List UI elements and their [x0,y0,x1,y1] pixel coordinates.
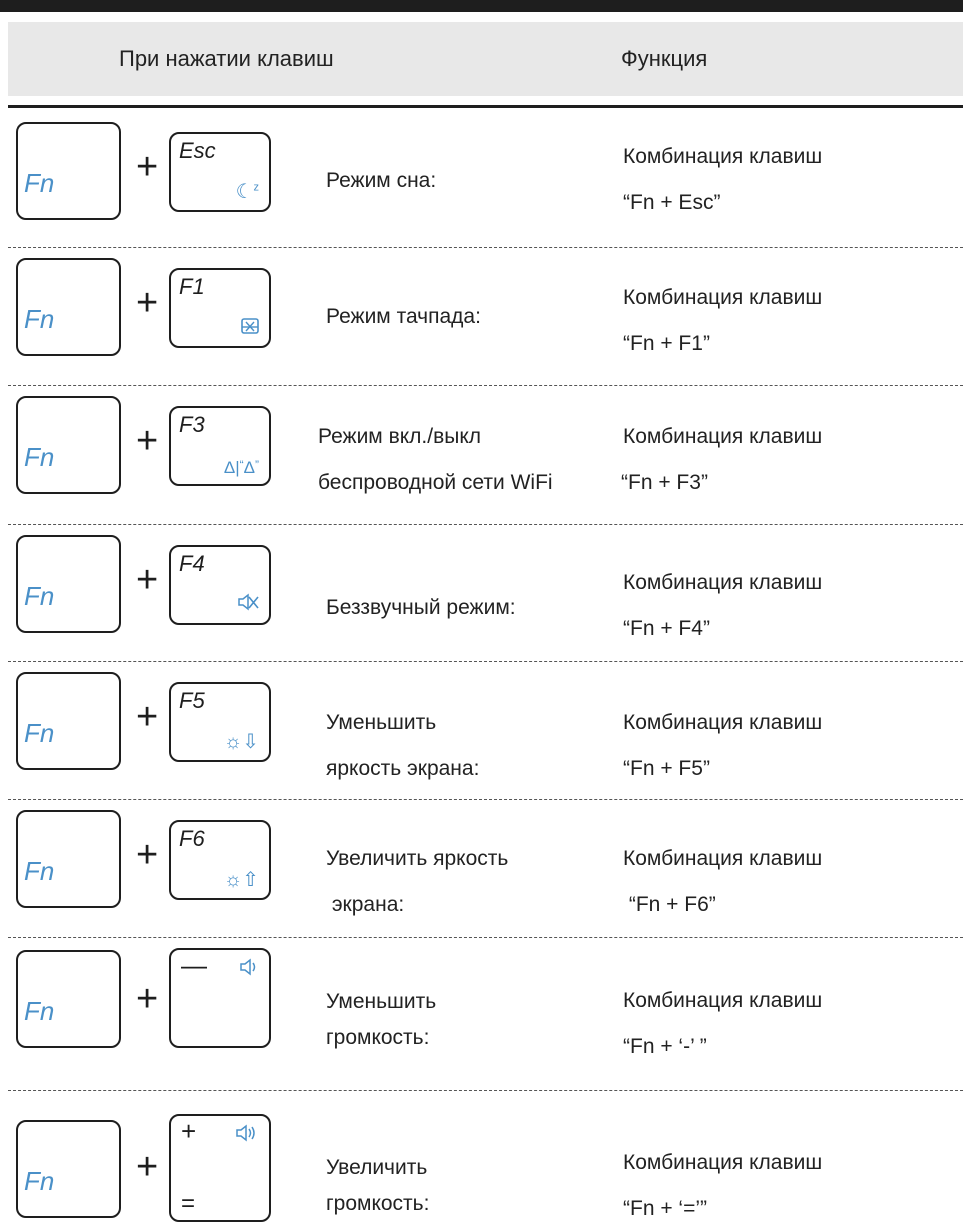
row-function-title: Комбинация клавиш [623,1151,823,1174]
key-label: F1 [179,274,205,299]
top-rule [0,0,963,12]
equals-symbol: = [181,1190,196,1217]
key-label: F5 [179,688,205,713]
fn-key [16,1120,121,1218]
fn-key [16,672,121,770]
table-row [0,938,963,1090]
plus-sign: + [136,1146,159,1188]
fn-key-label: Fn [24,442,55,472]
table-row [0,1090,963,1230]
row-description: Режим вкл./выкл [318,425,482,448]
plus-sign: + [136,146,159,188]
table-row [0,248,963,384]
key-label: Esc [179,138,216,163]
fn-key-label: Fn [24,1166,55,1196]
key-label: F6 [179,826,205,851]
row-description-line2: яркость экрана: [326,757,480,780]
fn-key [16,396,121,494]
row-function-combo: “Fn + F6” [623,893,716,916]
row-description: Беззвучный режим: [326,596,516,619]
minus-symbol: — [181,950,207,980]
fn-key [16,122,121,220]
esc-key [169,132,271,212]
mute-icon [237,593,259,615]
header-keys-label: При нажатии клавиш [119,46,334,71]
row-description: Уменьшить [326,990,437,1013]
minus-key [169,948,271,1048]
row-description: Режим тачпада: [326,305,481,328]
row-function-title: Комбинация клавиш [623,847,823,870]
plus-symbol: + [181,1116,197,1146]
row-function-title: Комбинация клавиш [623,286,823,309]
fn-key-label: Fn [24,304,55,334]
volume-down-icon [239,958,259,980]
row-description: Режим сна: [326,169,437,192]
fn-key [16,258,121,356]
f3-key [169,406,271,486]
row-description: Уменьшить [326,711,437,734]
row-function-title: Комбинация клавиш [623,571,823,594]
key-label: F3 [179,412,205,437]
row-description: Увеличить [326,1156,428,1179]
fn-key [16,810,121,908]
plus-sign: + [136,282,159,324]
fn-key-label: Fn [24,718,55,748]
row-function-combo: “Fn + F3” [621,471,708,494]
f5-key [169,682,271,762]
plus-sign: + [136,696,159,738]
plus-sign: + [136,978,159,1020]
row-function-combo: “Fn + ‘=’” [623,1197,708,1220]
header-function-label: Функция [621,46,708,71]
row-function-combo: “Fn + ‘-’ ” [623,1035,707,1058]
row-function-title: Комбинация клавиш [623,711,823,734]
table-row [0,112,963,248]
f4-key [169,545,271,625]
row-function-combo: “Fn + Esc” [623,191,721,214]
row-description: Увеличить яркость [326,847,509,870]
row-description-line2: громкость: [326,1026,430,1049]
row-function-title: Комбинация клавиш [623,145,823,168]
fn-key-label: Fn [24,856,55,886]
touchpad-icon [241,318,259,338]
f6-key [169,820,271,900]
row-function-title: Комбинация клавиш [623,425,823,448]
table-header [8,22,963,96]
row-function-title: Комбинация клавиш [623,989,823,1012]
wifi-icon: Δ|“Δ” [223,458,259,477]
fn-key-label: Fn [24,581,55,611]
fn-key-label: Fn [24,168,55,198]
row-description-line2: громкость: [326,1192,430,1215]
brightness-up-icon: ☼⇧ [223,869,259,891]
fn-key-label: Fn [24,996,55,1026]
plus-equals-key [169,1114,271,1222]
table-row [0,386,963,524]
fn-key [16,535,121,633]
brightness-down-icon: ☼⇩ [223,731,259,753]
row-description-line2: беспроводной сети WiFi [318,471,553,494]
f1-key [169,268,271,348]
table-row [0,662,963,798]
plus-sign: + [136,834,159,876]
fn-key [16,950,121,1048]
table-row [0,525,963,660]
volume-up-icon [235,1124,259,1146]
key-label: F4 [179,551,205,576]
plus-sign: + [136,559,159,601]
row-function-combo: “Fn + F1” [623,332,710,355]
row-description-line2: экрана: [326,893,405,916]
sleep-moon-icon: ☾$^z$ [235,181,259,203]
row-function-combo: “Fn + F4” [623,617,710,640]
header-rule [8,105,963,108]
row-function-combo: “Fn + F5” [623,757,710,780]
table-row [0,800,963,936]
plus-sign: + [136,420,159,462]
